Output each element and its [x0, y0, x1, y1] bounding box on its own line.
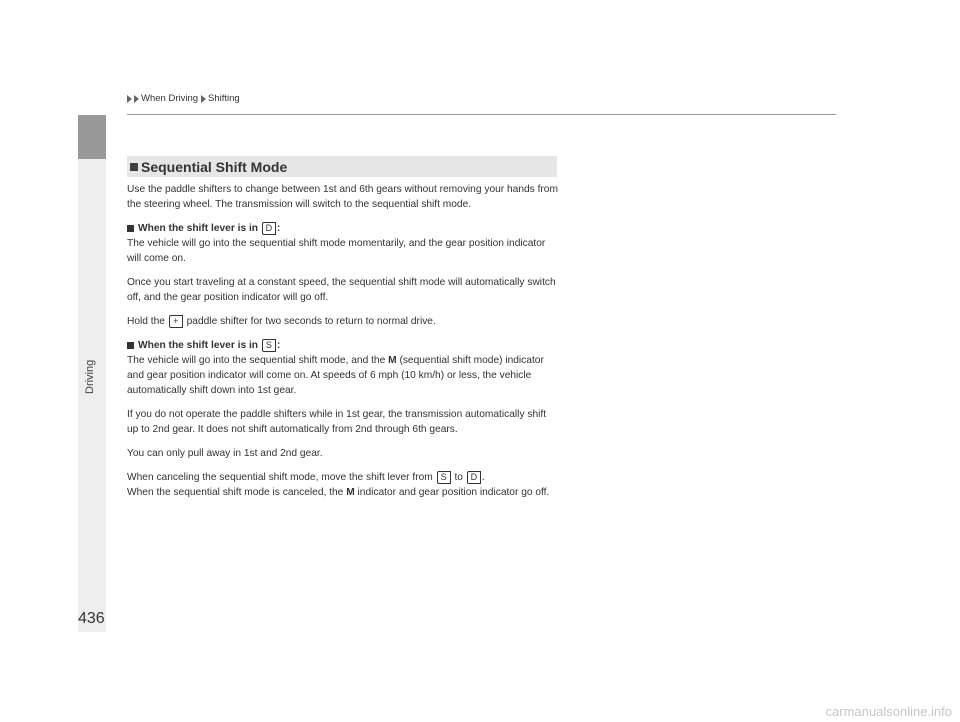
- text: When the sequential shift mode is canceled, the: [127, 487, 344, 498]
- text: to: [454, 472, 463, 483]
- subheading-text: When the shift lever is in: [138, 340, 259, 351]
- subheading-d: [127, 221, 559, 236]
- intro-paragraph: Use the paddle shifters to change between 1st and 6th gears without removing your hands from the steering wheel. The transmission will switch to the sequential shift mode.: [127, 184, 558, 210]
- breadcrumb-arrow-icon: [134, 95, 139, 103]
- text: Hold the: [127, 316, 165, 327]
- m-indicator-text: M: [388, 355, 397, 366]
- breadcrumb-item-shifting[interactable]: Shifting: [208, 93, 240, 104]
- section-header: [127, 156, 557, 177]
- breadcrumb-arrow-icon: [127, 95, 132, 103]
- header-divider: [127, 114, 836, 115]
- main-content: [127, 182, 559, 509]
- breadcrumb-arrow-icon: [201, 95, 206, 103]
- text: .: [481, 472, 485, 483]
- paragraph-cancel: [127, 470, 559, 500]
- square-bullet-icon: [127, 225, 134, 232]
- key-s-icon: S: [262, 339, 276, 352]
- page-number: 436: [78, 610, 105, 627]
- key-d-icon: D: [262, 222, 276, 235]
- paragraph-hold: [127, 314, 559, 329]
- subheading-text: When the shift lever is in: [138, 223, 259, 234]
- text: When canceling the sequential shift mode, move the shift lever from: [127, 472, 433, 483]
- subheading-colon: :: [276, 340, 281, 351]
- paragraph: You can only pull away in 1st and 2nd gear.: [127, 448, 323, 459]
- paragraph: [127, 353, 559, 398]
- plus-key-icon: +: [169, 315, 183, 328]
- text: paddle shifter for two seconds to return to normal drive.: [186, 316, 436, 327]
- key-s-icon: S: [437, 471, 451, 484]
- section-square-icon: [130, 163, 138, 171]
- subheading-s: [127, 338, 559, 353]
- paragraph: Once you start traveling at a constant speed, the sequential shift mode will automatically switch off, and the gear position indicator will go off.: [127, 277, 556, 303]
- m-indicator-text: M: [346, 487, 355, 498]
- paragraph: If you do not operate the paddle shifters while in 1st gear, the transmission automatically shift up to 2nd gear. It does not shift automatically from 2nd through 6th gears.: [127, 409, 547, 435]
- text: (sequential shift mode) indicator and gear position indicator will come on. At speeds of 6 mph (10 km/h) or less, the vehicle automatically shift down into 1st gear.: [127, 355, 544, 396]
- chapter-tab-block: [78, 115, 106, 159]
- paragraph: The vehicle will go into the sequential shift mode momentarily, and the gear position indicator will come on.: [127, 238, 546, 264]
- section-title: Sequential Shift Mode: [141, 158, 288, 175]
- square-bullet-icon: [127, 342, 134, 349]
- text: The vehicle will go into the sequential shift mode, and the: [127, 355, 386, 366]
- breadcrumb: [127, 93, 243, 104]
- subheading-colon: :: [276, 223, 281, 234]
- text: indicator and gear position indicator go off.: [357, 487, 550, 498]
- watermark: carmanualsonline.info: [825, 704, 952, 719]
- chapter-label[interactable]: Driving: [84, 359, 96, 394]
- breadcrumb-item-when-driving[interactable]: When Driving: [141, 93, 199, 104]
- key-d-icon: D: [467, 471, 481, 484]
